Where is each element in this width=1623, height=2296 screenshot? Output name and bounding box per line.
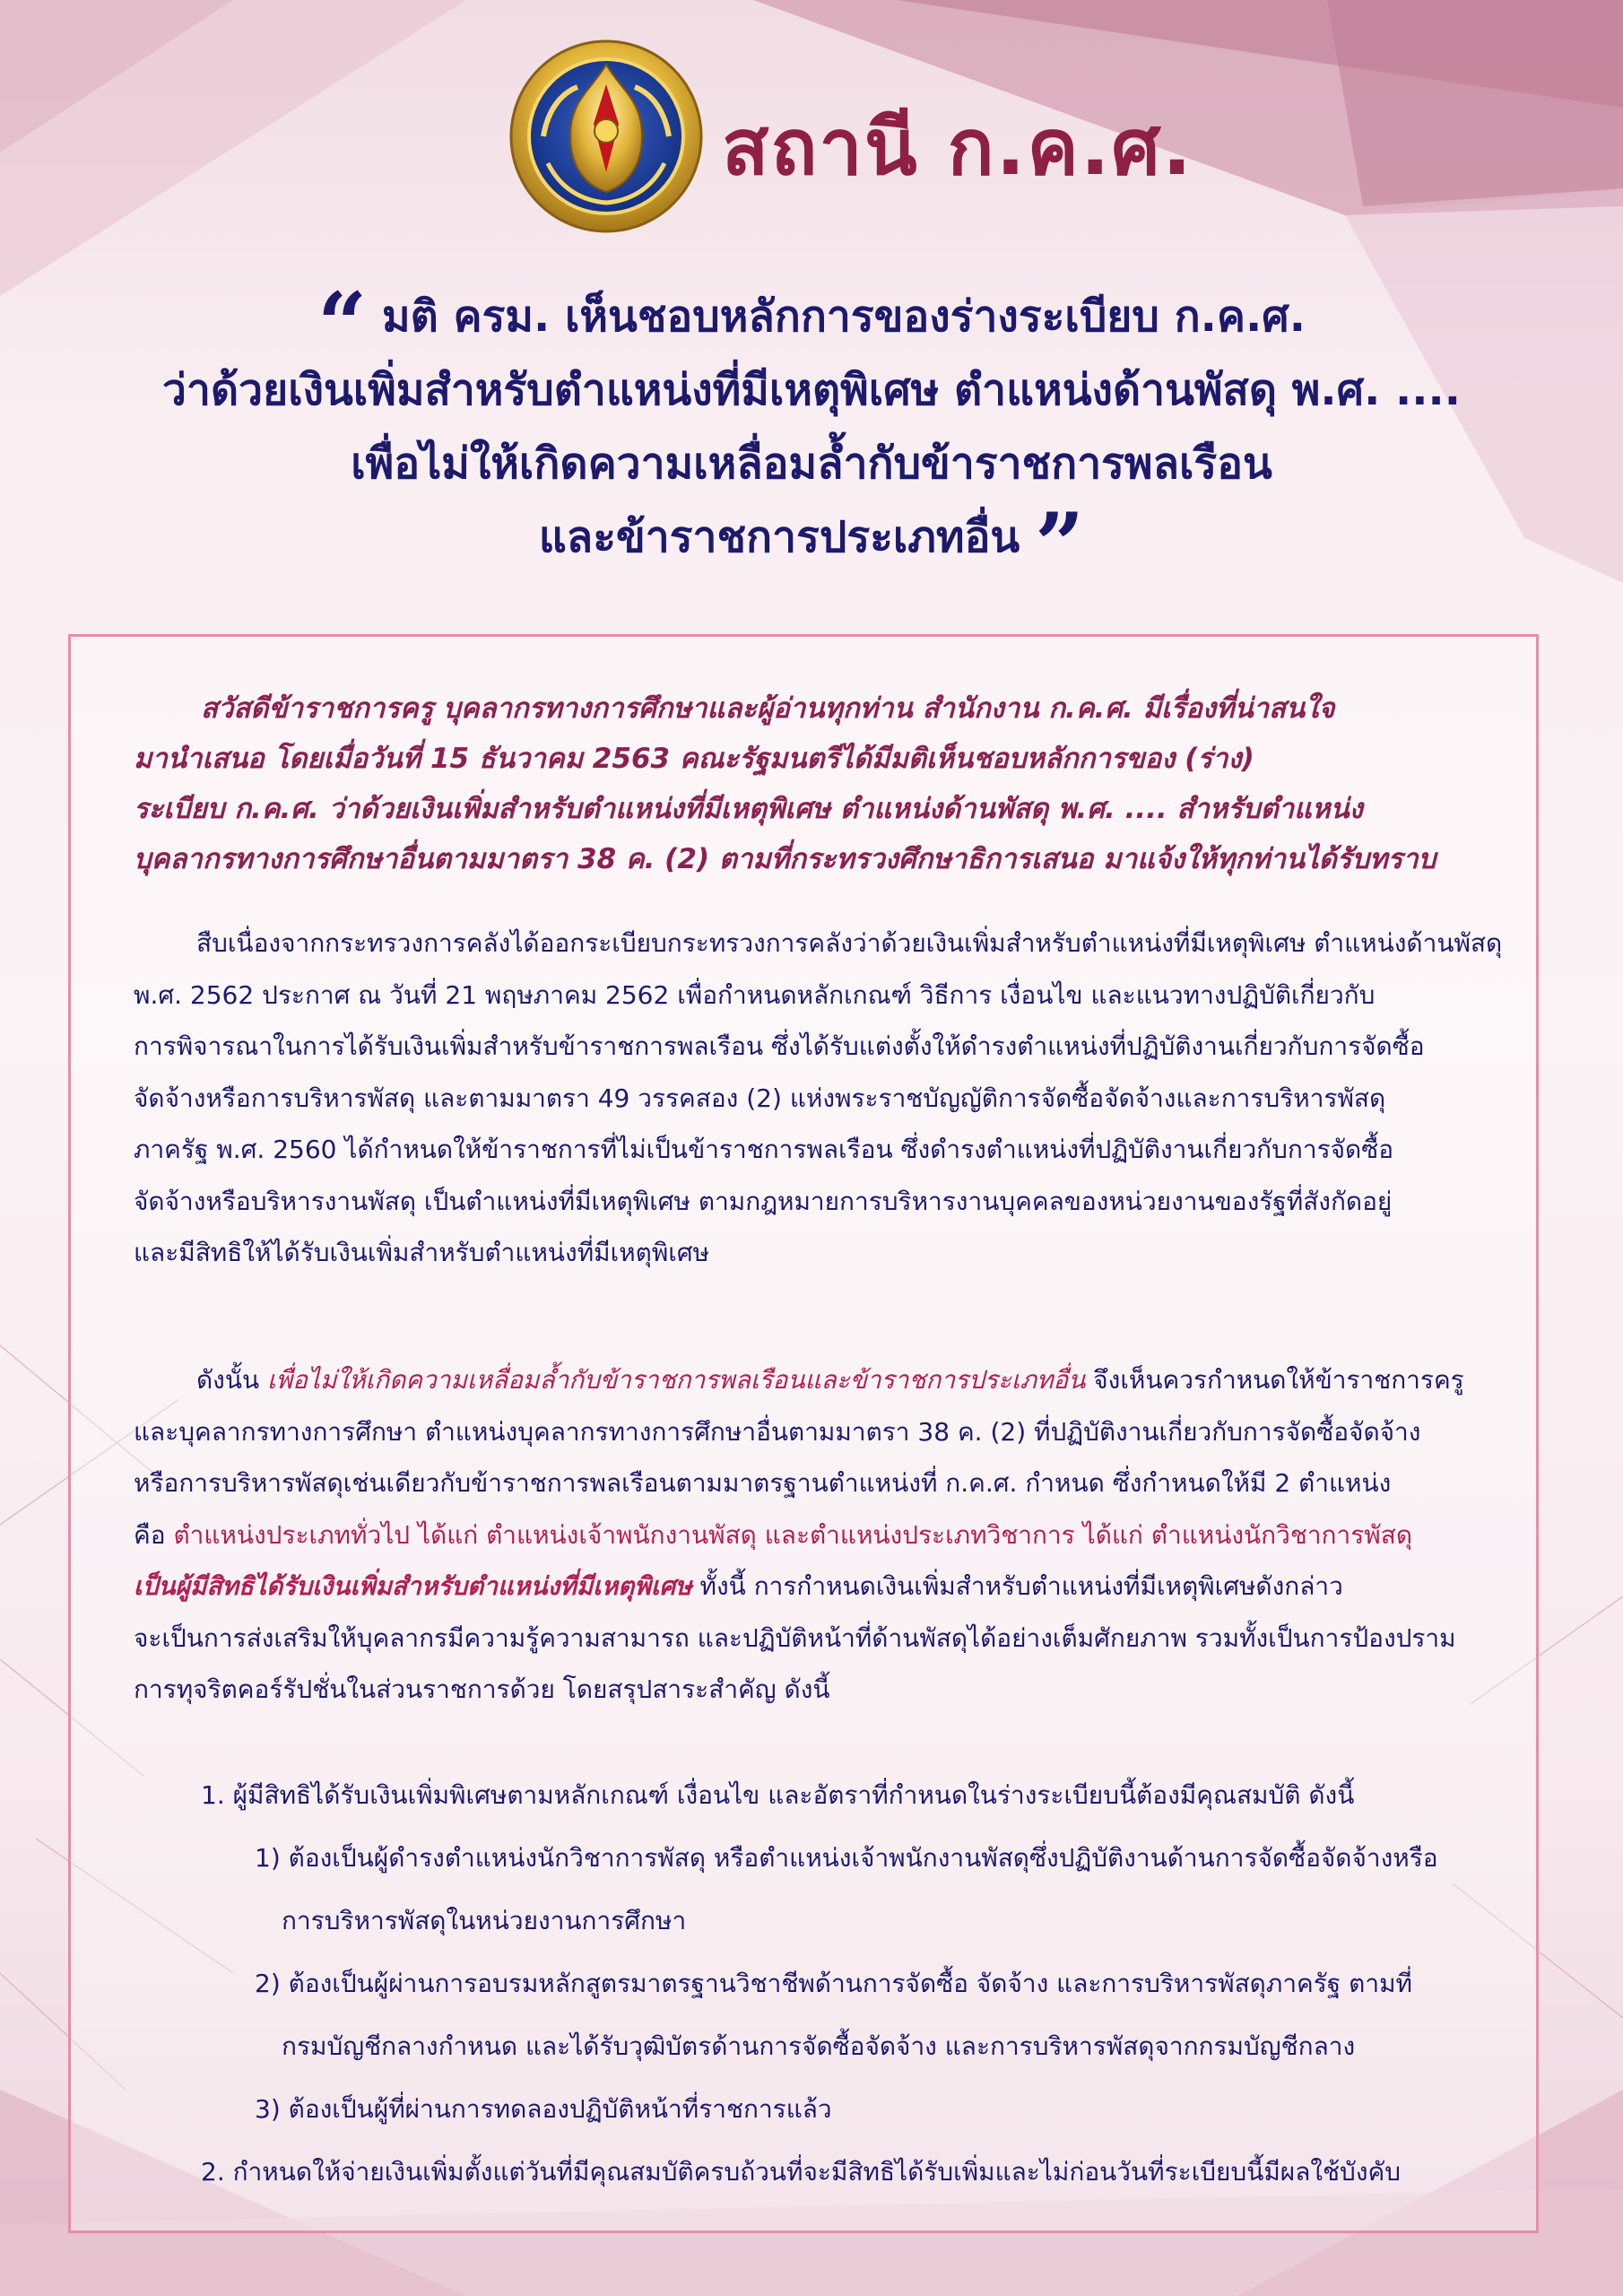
intro-line: สวัสดีข้าราชการครู บุคลากรทางการศึกษาและผู้อ่านทุกท่าน สำนักงาน ก.ค.ศ. มีเรื่องที่น่าสนใจ — [201, 692, 1335, 725]
paragraph-line — [134, 1509, 1515, 1561]
paragraph-line: สืบเนื่องจากกระทรวงการคลังได้ออกระเบียบกระทรวงการคลังว่าด้วยเงินเพิ่มสำหรับตำแหน่งที่มีเหตุพิเศษ ตำแหน่งด้านพัสดุ — [196, 928, 1503, 958]
text-segment: ดังนั้น — [196, 1365, 268, 1395]
paragraph-line: และมีสิทธิให้ได้รับเงินเพิ่มสำหรับตำแหน่งที่มีเหตุพิเศษ — [134, 1238, 710, 1267]
sub-list-item: 3) ต้องเป็นผู้ที่ผ่านการทดลองปฏิบัติหน้าที่ราชการแล้ว — [255, 2094, 832, 2124]
headline — [36, 274, 1587, 596]
intro-line: มานำเสนอ โดยเมื่อวันที่ 15 ธันวาคม 2563 คณะรัฐมนตรีได้มีมติเห็นชอบหลักการของ (ร่าง) — [134, 743, 1254, 775]
open-quote: “ — [317, 274, 368, 375]
station-title: สถานี ก.ค.ศ. — [722, 103, 1193, 193]
paragraph-line: การพิจารณาในการได้รับเงินเพิ่มสำหรับข้าราชการพลเรือน ซึ่งได้รับแต่งตั้งให้ดำรงตำแหน่งที่ปฏิบัติงานเกี่ยวกับการจัดซื้อ — [134, 1031, 1425, 1061]
sub-list-item: 1) ต้องเป็นผู้ดำรงตำแหน่งนักวิชาการพัสดุ หรือตำแหน่งเจ้าพนักงานพัสดุซึ่งปฏิบัติงานด้านการจัดซื้อจัดจ้างหรือ — [255, 1843, 1438, 1873]
paragraph-background — [134, 918, 1515, 1279]
paragraph-line — [134, 1354, 1515, 1406]
intro-line: บุคลากรทางการศึกษาอื่นตามมาตรา 38 ค. (2) ตามที่กระทรวงศึกษาธิการเสนอ มาแจ้งให้ทุกท่านได้รับทราบ — [134, 843, 1436, 875]
intro-paragraph — [134, 683, 1509, 884]
headline-text-1: มติ ครม. เห็นชอบหลักการของร่างระเบียบ ก.ค.ศ. — [381, 291, 1306, 342]
text-segment: จึงเห็นควรกำหนดให้ข้าราชการครู — [1085, 1365, 1464, 1395]
paragraph-line: จัดจ้างหรือการบริหารพัสดุ และตามมาตรา 49 วรรคสอง (2) แห่งพระราชบัญญัติการจัดซื้อจัดจ้างและการบริหารพัสดุ — [134, 1083, 1386, 1113]
paragraph-therefore — [134, 1354, 1515, 1716]
paragraph-line: การทุจริตคอร์รัปชั่นในส่วนราชการด้วย โดยสรุปสาระสำคัญ ดังนี้ — [134, 1674, 830, 1704]
emphasis-text: ตำแหน่งประเภททั่วไป ได้แก่ ตำแหน่งเจ้าพนักงานพัสดุ และตำแหน่งประเภทวิชาการ ได้แก่ ตำแหน่งนักวิชาการพัสดุ — [173, 1519, 1412, 1550]
intro-line: ระเบียบ ก.ค.ศ. ว่าด้วยเงินเพิ่มสำหรับตำแหน่งที่มีเหตุพิเศษ ตำแหน่งด้านพัสดุ พ.ศ. .... สำหรับตำแหน่ง — [134, 793, 1363, 825]
text-segment: ทั้งนี้ การกำหนดเงินเพิ่มสำหรับตำแหน่งที่มีเหตุพิเศษดังกล่าว — [691, 1571, 1343, 1601]
paragraph-line: พ.ศ. 2562 ประกาศ ณ วันที่ 21 พฤษภาคม 2562 เพื่อกำหนดหลักเกณฑ์ วิธีการ เงื่อนไข และแนวทางปฏิบัติเกี่ยวกับ — [134, 979, 1376, 1010]
paragraph-line — [134, 1561, 1515, 1613]
text-segment: คือ — [134, 1519, 174, 1550]
list-item: 2. กำหนดให้จ่ายเงินเพิ่มตั้งแต่วันที่มีคุณสมบัติครบถ้วนที่จะมีสิทธิได้รับเพิ่มและไม่ก่อนวันที่ระเบียบนี้มีผลใช้บังคับ — [201, 2157, 1401, 2187]
headline-line-4 — [36, 494, 1587, 596]
headline-line-2: ว่าด้วยเงินเพิ่มสำหรับตำแหน่งที่มีเหตุพิเศษ ตำแหน่งด้านพัสดุ พ.ศ. .... — [162, 365, 1461, 415]
paragraph-line: และบุคลากรทางการศึกษา ตำแหน่งบุคลากรทางการศึกษาอื่นตามมาตรา 38 ค. (2) ที่ปฏิบัติงานเกี่ยวกับการจัดซื้อจัดจ้าง — [134, 1416, 1421, 1447]
paragraph-line: หรือการบริหารพัสดุเช่นเดียวกับข้าราชการพลเรือนตามมาตรฐานตำแหน่งที่ ก.ค.ศ. กำหนด ซึ่งกำหนดให้มี 2 ตำแหน่ง — [134, 1468, 1392, 1498]
sub-list-item-continued: กรมบัญชีกลางกำหนด และได้รับวุฒิบัตรด้านการจัดซื้อจัดจ้าง และการบริหารพัสดุจากกรมบัญชีกลาง — [282, 2031, 1356, 2061]
close-quote: ” — [1034, 494, 1085, 596]
headline-text-4: และข้าราชการประเภทอื่น — [538, 512, 1020, 562]
emphasis-text: เป็นผู้มีสิทธิได้รับเงินเพิ่มสำหรับตำแหน่งที่มีเหตุพิเศษ — [134, 1571, 692, 1601]
header — [0, 0, 1623, 596]
emphasis-text: เพื่อไม่ให้เกิดความเหลื่อมล้ำกับข้าราชการพลเรือนและข้าราชการประเภทอื่น — [267, 1365, 1086, 1395]
sub-list-item: 2) ต้องเป็นผู้ผ่านการอบรมหลักสูตรมาตรฐานวิชาชีพด้านการจัดซื้อ จัดจ้าง และการบริหารพัสดุภาครัฐ ตามที่ — [255, 1969, 1412, 1998]
content-card — [68, 634, 1539, 2233]
headline-line-1 — [36, 274, 1587, 375]
list-item: 1. ผู้มีสิทธิได้รับเงินเพิ่มพิเศษตามหลักเกณฑ์ เงื่อนไข และอัตราที่กำหนดในร่างระเบียบนี้ต้องมีคุณสมบัติ ดังนี้ — [201, 1780, 1355, 1810]
paragraph-line: จัดจ้างหรือบริหารงานพัสดุ เป็นตำแหน่งที่มีเหตุพิเศษ ตามกฎหมายการบริหารงานบุคคลของหน่วยงานของรัฐที่สังกัดอยู่ — [134, 1186, 1393, 1216]
paragraph-line: ภาครัฐ พ.ศ. 2560 ได้กำหนดให้ข้าราชการที่ไม่เป็นข้าราชการพลเรือน ซึ่งดำรงตำแหน่งที่ปฏิบัติงานเกี่ยวกับการจัดซื้อ — [134, 1135, 1394, 1164]
headline-line-3: เพื่อไม่ให้เกิดความเหลื่อมล้ำกับข้าราชการพลเรือน — [351, 439, 1272, 489]
sub-list-item-continued: การบริหารพัสดุในหน่วยงานการศึกษา — [282, 1906, 687, 1935]
ocsc-seal-logo — [508, 38, 705, 235]
paragraph-line: จะเป็นการส่งเสริมให้บุคลากรมีความรู้ความสามารถ และปฏิบัติหน้าที่ด้านพัสดุได้อย่างเต็มศักยภาพ รวมทั้งเป็นการป้องปราม — [134, 1622, 1456, 1653]
qualification-list — [134, 1764, 1515, 2204]
